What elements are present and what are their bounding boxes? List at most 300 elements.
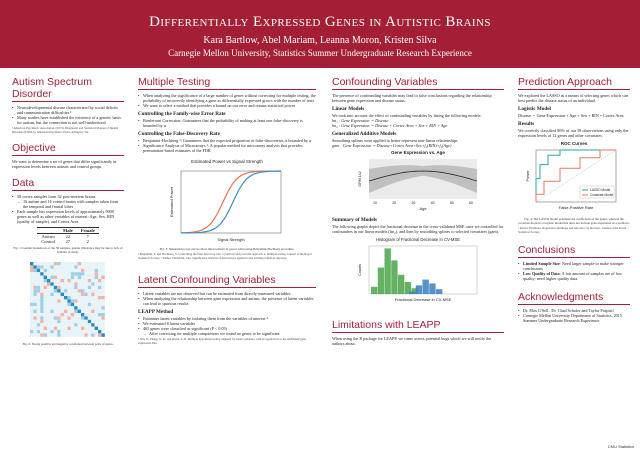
heatmap-cell — [91, 313, 94, 316]
prediction-title: Prediction Approach — [518, 76, 630, 90]
heatmap-cell — [30, 323, 33, 326]
heatmap-cell — [67, 289, 70, 292]
heatmap-cell — [30, 266, 33, 269]
legend-label-lasso: LASSO Model — [590, 188, 611, 192]
heatmap-cell — [98, 283, 101, 286]
multiple-bullet: • We want to select a method that provides a bound on our error and retains statistical power — [138, 103, 316, 108]
histogram-bar — [398, 275, 404, 294]
heatmap-cell — [81, 303, 84, 306]
heatmap-cell — [98, 320, 101, 323]
heatmap-cell — [84, 317, 87, 320]
heatmap-cell — [84, 283, 87, 286]
heatmap-cell — [67, 269, 70, 272]
heatmap-cell — [44, 320, 47, 323]
heatmap-cell — [67, 320, 70, 323]
heatmap-cell — [44, 272, 47, 275]
heatmap-cell — [88, 313, 91, 316]
heatmap-cell — [57, 330, 60, 333]
heatmap-cell — [67, 310, 70, 313]
poster-affiliation: Carnegie Mellon University, Statistics Summer Undergraduate Research Experience — [168, 48, 472, 58]
heatmap-cell — [37, 306, 40, 309]
heatmap-cell — [67, 303, 70, 306]
heatmap-cell — [71, 323, 74, 326]
heatmap-cell — [88, 330, 91, 333]
heatmap-cell — [40, 262, 43, 265]
heatmap-cell — [40, 279, 43, 282]
heatmap-cell — [37, 262, 40, 265]
heatmap-cell — [61, 266, 64, 269]
column-1 — [12, 72, 124, 346]
heatmap-cell — [101, 330, 104, 333]
heatmap-cell — [64, 272, 67, 275]
heatmap-cell — [40, 296, 43, 299]
histogram-bar — [378, 268, 384, 294]
heatmap-cell — [88, 262, 91, 265]
heatmap-cell — [33, 266, 36, 269]
heatmap-cell — [40, 269, 43, 272]
heatmap-cell — [95, 313, 98, 316]
conclusions-title: Conclusions — [518, 244, 630, 258]
heatmap-cell — [64, 262, 67, 265]
heatmap-cell — [33, 306, 36, 309]
heatmap-cell — [50, 266, 53, 269]
heatmap-cell — [91, 266, 94, 269]
heatmap-cell — [95, 306, 98, 309]
summary-text: The following graphs depict the fractional decrease in the cross-validated MSE once we controlled for confounders in our linear models (lm₂), and then by smoothing splines to selected covariates (gam). — [332, 224, 504, 234]
heatmap-cell — [37, 289, 40, 292]
heatmap-cell — [30, 330, 33, 333]
histogram-bar — [416, 285, 422, 294]
heatmap-cell — [30, 289, 33, 292]
heatmap-cell — [67, 283, 70, 286]
multiple-footnotes: ² Benjamini, Y. and Hochberg, Y. Controlling the false discovery rate: a practical and powerful approach to multiple testing. Journal of the Royal Statistical Society. ³ Tusher, Tibshirani, Chu. Significance analysis of microarrays applied to the ionizing radiation response. — [138, 252, 312, 260]
heatmap-cell — [71, 303, 74, 306]
heatmap-cell — [98, 300, 101, 303]
heatmap-cell — [98, 330, 101, 333]
heatmap-cell — [64, 283, 67, 286]
heatmap-cell — [30, 276, 33, 279]
heatmap-cell — [91, 334, 94, 337]
heatmap-cell — [50, 334, 53, 337]
heatmap-cell — [95, 269, 98, 272]
heatmap-cell — [95, 327, 98, 330]
heatmap-cell — [30, 317, 33, 320]
heatmap-cell — [98, 334, 101, 337]
heatmap-cell — [33, 334, 36, 337]
heatmap-cell — [64, 310, 67, 313]
heatmap-cell — [81, 313, 84, 316]
heatmap-cell — [91, 293, 94, 296]
poster-header — [0, 0, 640, 68]
heatmap-cell — [50, 317, 53, 320]
heatmap-cell — [98, 306, 101, 309]
heatmap-cell — [57, 327, 60, 330]
heatmap-cell — [67, 279, 70, 282]
heatmap-cell — [101, 334, 104, 337]
heatmap-cell — [95, 317, 98, 320]
heatmap-cell — [40, 303, 43, 306]
heatmap-cell — [61, 313, 64, 316]
heatmap-cell — [67, 276, 70, 279]
heatmap-cell — [81, 289, 84, 292]
heatmap-cell — [78, 327, 81, 330]
heatmap-cell — [67, 313, 70, 316]
bonferroni-curve — [181, 171, 281, 233]
heatmap-cell — [64, 334, 67, 337]
heatmap-cell — [47, 303, 50, 306]
heatmap-cell — [74, 286, 77, 289]
heatmap-cell — [84, 286, 87, 289]
heatmap-cell — [95, 310, 98, 313]
heatmap-cell — [84, 296, 87, 299]
heatmap-cell — [57, 279, 60, 282]
heatmap-cell — [37, 286, 40, 289]
heatmap-cell — [33, 296, 36, 299]
heatmap-cell — [33, 283, 36, 286]
heatmap-cell — [98, 279, 101, 282]
heatmap-cell — [71, 310, 74, 313]
heatmap-cell — [74, 262, 77, 265]
heatmap-cell — [67, 262, 70, 265]
heatmap-cell — [37, 313, 40, 316]
heatmap-cell — [61, 269, 64, 272]
heatmap-cell — [98, 296, 101, 299]
heatmap-cell — [78, 289, 81, 292]
heatmap-cell — [61, 279, 64, 282]
heatmap-cell — [50, 323, 53, 326]
heatmap-cell — [101, 323, 104, 326]
heatmap-cell — [88, 323, 91, 326]
latent-bullet: • Latent variables are not observed but can be estimated from directly-measured variables — [138, 291, 316, 296]
heatmap-cell — [88, 269, 91, 272]
heatmap-cell — [47, 266, 50, 269]
heatmap-cell — [88, 296, 91, 299]
heatmap-cell — [50, 313, 53, 316]
heatmap-cell — [101, 303, 104, 306]
heatmap-cell — [64, 289, 67, 292]
heatmap-cell — [91, 330, 94, 333]
heatmap-cell — [98, 269, 101, 272]
heatmap-cell — [47, 317, 50, 320]
heatmap-cell — [61, 283, 64, 286]
heatmap-cell — [50, 286, 53, 289]
heatmap-cell — [71, 296, 74, 299]
heatmap-cell — [33, 303, 36, 306]
heatmap-cell — [40, 266, 43, 269]
heatmap-cell — [47, 276, 50, 279]
heatmap-cell — [44, 310, 47, 313]
heatmap-cell — [64, 327, 67, 330]
heatmap-cell — [44, 296, 47, 299]
table-cell: 22 — [65, 234, 71, 240]
heatmap-cell — [37, 303, 40, 306]
heatmap-cell — [44, 330, 47, 333]
heatmap-cell — [37, 283, 40, 286]
heatmap-cell — [47, 289, 50, 292]
heatmap-cell — [44, 266, 47, 269]
model-lm2: lm₂ : Gene Expression ∼ Disease + Cortex Area + Sex + RIN + Age — [332, 123, 448, 128]
heatmap-cell — [54, 296, 57, 299]
heatmap-cell — [71, 313, 74, 316]
heatmap-cell — [54, 272, 57, 275]
logistic-heading: Logistic Model — [518, 106, 551, 112]
heatmap-cell — [71, 272, 74, 275]
gender-table — [37, 227, 99, 244]
histogram-bar — [429, 283, 435, 294]
heatmap-cell — [67, 330, 70, 333]
roc-y-label: Power — [525, 170, 530, 182]
heatmap-cell — [84, 313, 87, 316]
heatmap-cell — [81, 262, 84, 265]
summary-heading: Summary of Models — [332, 217, 377, 223]
heatmap-cell — [84, 293, 87, 296]
heatmap-cell — [81, 266, 84, 269]
heatmap-cell — [47, 323, 50, 326]
heatmap-cell — [54, 323, 57, 326]
heatmap-cell — [40, 313, 43, 316]
table-cell: Autism — [41, 234, 55, 240]
heatmap-cell — [81, 272, 84, 275]
heatmap-cell — [88, 303, 91, 306]
heatmap-cell — [95, 283, 98, 286]
heatmap-cell — [30, 310, 33, 313]
conclusion-text: : A fair amount of samples are of low quality; need higher quality data. — [523, 271, 622, 282]
heatmap-cell — [57, 320, 60, 323]
data-sub-bullet: – 16 autism and 16 control brains with samples taken from the temporal and frontal lobes — [18, 199, 124, 209]
heatmap-cell — [50, 276, 53, 279]
heatmap-cell — [57, 276, 60, 279]
conclusion-label: Limited Sample Size — [523, 261, 560, 267]
heatmap-cell — [61, 276, 64, 279]
heatmap-cell — [101, 310, 104, 313]
heatmap-cell — [40, 289, 43, 292]
leapp-bullet: • Estimates latent variables by isolating them from the variables of interest ⁴ — [138, 316, 316, 321]
fwer-heading: Controlling the Family-wise Error Rate — [138, 111, 226, 117]
heatmap-cell — [44, 276, 47, 279]
heatmap-cell — [67, 293, 70, 296]
heatmap-cell — [47, 286, 50, 289]
leapp-limitations-text: When using the R package for LEAPP, we came across potential bugs which we will notify the authors about. — [332, 336, 492, 346]
heatmap-cell — [50, 330, 53, 333]
heatmap-cell — [57, 310, 60, 313]
heatmap-cell — [84, 269, 87, 272]
heatmap-cell — [78, 313, 81, 316]
heatmap-cell — [91, 296, 94, 299]
confounding-intro: The presence of confounding variables may lead to false conclusions regarding the relationship between gene expression and disease status. — [332, 93, 492, 103]
heatmap-cell — [95, 323, 98, 326]
heatmap-cell — [78, 283, 81, 286]
heatmap-cell — [84, 262, 87, 265]
heatmap-cell — [98, 293, 101, 296]
heatmap-cell — [101, 317, 104, 320]
cmu-logo: CMU Statistics — [607, 444, 634, 449]
heatmap-cell — [30, 293, 33, 296]
heatmap-cell — [71, 300, 74, 303]
table-cell: 27 — [65, 239, 71, 245]
table-cell: 2 — [86, 239, 89, 245]
heatmap-cell — [47, 262, 50, 265]
heatmap-cell — [37, 327, 40, 330]
heatmap-cell — [33, 313, 36, 316]
heatmap-cell — [98, 262, 101, 265]
heatmap-cell — [78, 272, 81, 275]
heatmap-cell — [71, 289, 74, 292]
heatmap-cell — [33, 310, 36, 313]
heatmap-cell — [40, 283, 43, 286]
heatmap-cell — [44, 283, 47, 286]
heatmap-cell — [78, 320, 81, 323]
heatmap-cell — [81, 334, 84, 337]
heatmap-cell — [47, 300, 50, 303]
age-tick-label: 10 — [373, 201, 377, 205]
heatmap-cell — [57, 303, 60, 306]
heatmap-cell — [84, 276, 87, 279]
heatmap-cell — [91, 272, 94, 275]
heatmap-cell — [44, 262, 47, 265]
heatmap-cell — [61, 327, 64, 330]
heatmap-cell — [54, 313, 57, 316]
heatmap-cell — [54, 286, 57, 289]
heatmap-cell — [74, 296, 77, 299]
heatmap-cell — [88, 283, 91, 286]
heatmap-cell — [74, 330, 77, 333]
heatmap-cell — [91, 317, 94, 320]
asd-title: Autism Spectrum Disorder — [12, 76, 124, 102]
plot-frame — [181, 171, 281, 233]
table-cell: 7 — [86, 234, 89, 240]
heatmap-cell — [44, 286, 47, 289]
heatmap-cell — [81, 317, 84, 320]
heatmap-cell — [40, 320, 43, 323]
ack-title: Acknowledgments — [518, 291, 630, 305]
heatmap-cell — [74, 289, 77, 292]
heatmap-cell — [61, 293, 64, 296]
table-row — [37, 239, 99, 244]
heatmap-cell — [101, 313, 104, 316]
histogram-bar — [409, 292, 415, 294]
asd-bullet: • Many studies have established the existence of a genetic basis for autism, but the connection is not well-understood — [12, 115, 124, 125]
heatmap-cell — [74, 323, 77, 326]
heatmap-cell — [57, 262, 60, 265]
heatmap-cell — [101, 306, 104, 309]
heatmap-cell — [74, 320, 77, 323]
heatmap-cell — [64, 279, 67, 282]
histogram-bar — [423, 280, 429, 294]
heatmap-cell — [74, 334, 77, 337]
heatmap-cell — [71, 330, 74, 333]
heatmap-cell — [44, 334, 47, 337]
ack-bullet: • Carnegie Mellon University Department of Statistics, 2015 Summer Undergraduate Research Experience — [518, 313, 630, 323]
heatmap-cell — [47, 272, 50, 275]
heatmap-cell — [33, 289, 36, 292]
heatmap-cell — [40, 317, 43, 320]
model-lm1: lm₁ : Gene Expression ∼ Disease — [332, 118, 389, 123]
heatmap-cell — [84, 327, 87, 330]
hist-x-label: Fractional Decrease in CV-MSE — [394, 297, 452, 302]
heatmap-cell — [81, 293, 84, 296]
heatmap-cell — [40, 300, 43, 303]
model-gam: gam : Gene Expression ∼ Disease+Cortex Area+Sex+f₁(RIN)+f₂(Age) — [332, 143, 452, 148]
heatmap-cell — [40, 306, 43, 309]
heatmap-cell — [95, 334, 98, 337]
conclusion-item — [518, 271, 630, 281]
heatmap-cell — [44, 317, 47, 320]
legend-label-covariate: Covariate Model — [590, 193, 614, 197]
heatmap-cell — [84, 279, 87, 282]
heatmap-cell — [33, 317, 36, 320]
heatmap-cell — [67, 300, 70, 303]
histogram-bar — [436, 289, 442, 294]
heatmap-cell — [57, 286, 60, 289]
heatmap-cell — [101, 286, 104, 289]
data-bullet: • Each sample has expression levels of approximately 9000 genes as well as other variables of interest: Age, Sex, RIN (quality of sample), and Cortex Area — [12, 209, 124, 224]
heatmap-cell — [54, 269, 57, 272]
heatmap-cell — [33, 300, 36, 303]
heatmap-cell — [67, 272, 70, 275]
objective-title: Objective — [12, 142, 124, 156]
heatmap-cell — [84, 306, 87, 309]
heatmap-cell — [64, 286, 67, 289]
correlation-heatmap — [12, 260, 124, 340]
heatmap-cell — [78, 310, 81, 313]
heatmap-cell — [57, 323, 60, 326]
heatmap-cell — [78, 279, 81, 282]
heatmap-cell — [67, 286, 70, 289]
heatmap-cell — [101, 269, 104, 272]
heatmap-cell — [30, 296, 33, 299]
gam-heading: Generalized Additive Models — [332, 131, 397, 137]
heatmap-cell — [78, 266, 81, 269]
linear-heading: Linear Models — [332, 106, 365, 112]
heatmap-cell — [98, 289, 101, 292]
heatmap-cell — [64, 330, 67, 333]
objective-text: We want to determine a set of genes that differ significantly in expression levels between autistic and control groups. — [12, 159, 117, 170]
heatmap-cell — [95, 289, 98, 292]
leapp-heading: LEAPP Method — [138, 309, 174, 316]
heatmap-cell — [78, 303, 81, 306]
leapp-limitations-title: Limitations with LEAPP — [332, 319, 504, 333]
heatmap-cell — [47, 313, 50, 316]
heatmap-cell — [54, 300, 57, 303]
age-axis-label: Age — [419, 206, 427, 211]
heatmap-cell — [30, 300, 33, 303]
heatmap-cell — [47, 320, 50, 323]
heatmap-cell — [61, 300, 64, 303]
heatmap-cell — [84, 310, 87, 313]
heatmap-cell — [64, 313, 67, 316]
heatmap-cell — [47, 334, 50, 337]
heatmap-cell — [101, 276, 104, 279]
heatmap-cell — [54, 289, 57, 292]
heatmap-cell — [57, 293, 60, 296]
heatmap-cell — [88, 320, 91, 323]
heatmap-cell — [64, 320, 67, 323]
heatmap-cell — [101, 300, 104, 303]
column-2 — [138, 72, 316, 345]
heatmap-cell — [71, 293, 74, 296]
heatmap-cell — [44, 323, 47, 326]
heatmap-cell — [33, 279, 36, 282]
heatmap-cell — [71, 262, 74, 265]
heatmap-cell — [30, 272, 33, 275]
heatmap-cell — [37, 276, 40, 279]
heatmap-cell — [95, 303, 98, 306]
heatmap-cell — [67, 327, 70, 330]
heatmap-cell — [47, 310, 50, 313]
heatmap-cell — [40, 310, 43, 313]
heatmap-cell — [54, 293, 57, 296]
heatmap-cell — [95, 262, 98, 265]
